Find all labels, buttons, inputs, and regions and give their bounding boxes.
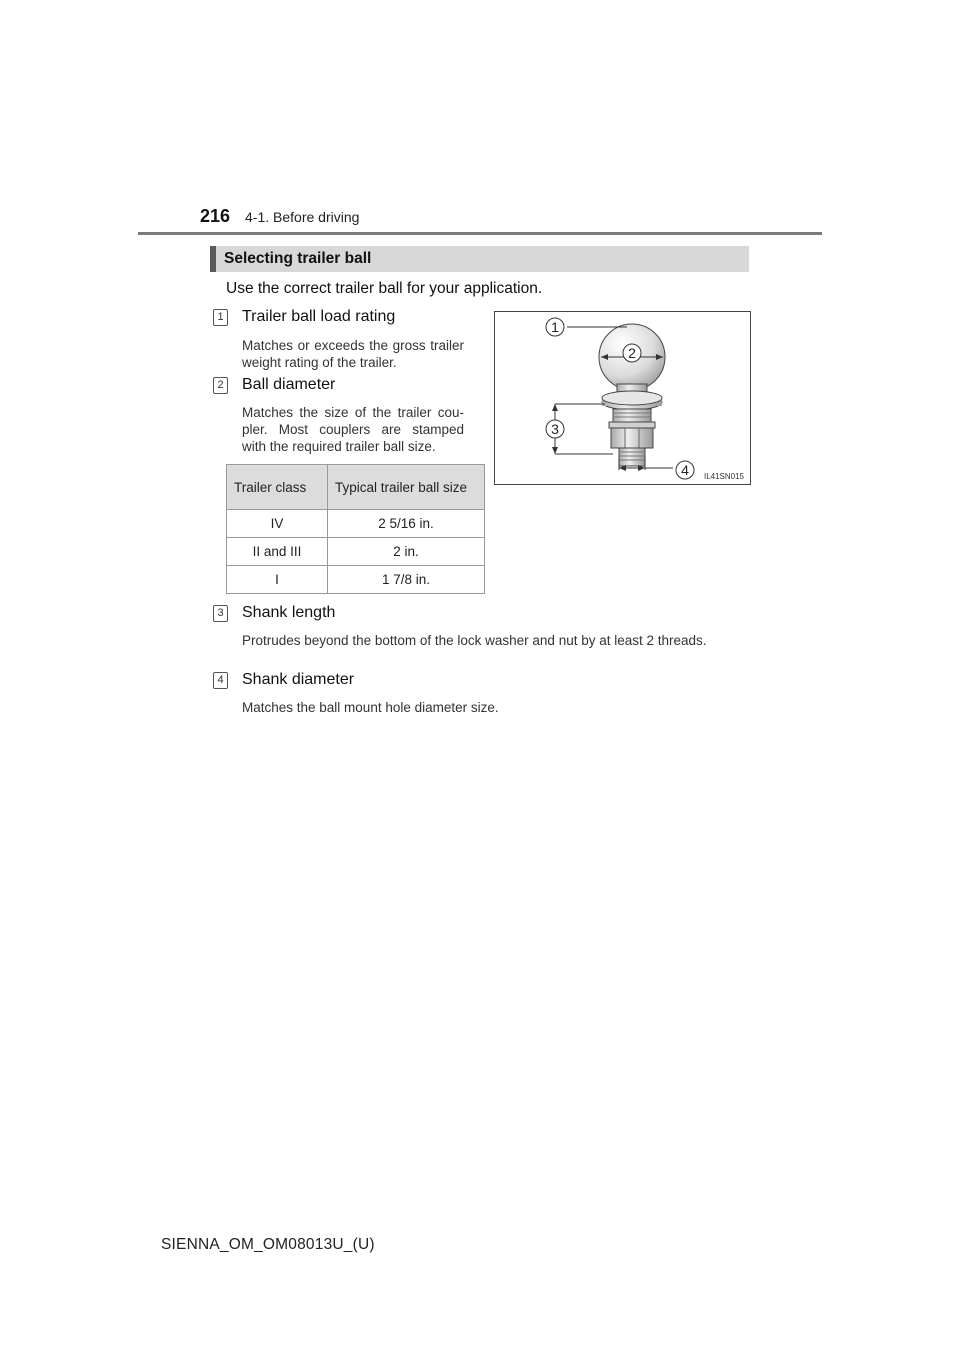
header-rule [138, 232, 822, 235]
item-desc-shank-length: Protrudes beyond the bottom of the lock washer and nut by at least 2 threads. [242, 633, 707, 648]
table-row [227, 538, 485, 566]
item-desc-ball-diameter [242, 404, 464, 455]
section-intro: Use the correct trailer ball for your application. [226, 280, 543, 297]
item-title-ball-diameter: Ball diameter [242, 376, 336, 393]
table-header-row [227, 465, 485, 510]
desc-line: pler. Most couplers are stamped [242, 422, 464, 437]
item-title-load-rating: Trailer ball load rating [242, 308, 396, 325]
item-desc-load-rating: Matches or exceeds the gross trailer weight rating of the trailer. [242, 338, 464, 370]
table-header: Typical trailer ball size [328, 465, 485, 510]
table-cell: 1 7/8 in. [328, 566, 485, 594]
table-cell: II and III [227, 538, 328, 566]
table-cell: 2 5/16 in. [328, 510, 485, 538]
callout-3-label: 3 [551, 421, 559, 437]
item-number-1: 1 [213, 309, 228, 326]
item-number-2: 2 [213, 377, 228, 394]
table-cell: I [227, 566, 328, 594]
figure-code: IL41SN015 [703, 472, 744, 481]
chapter-title: 4-1. Before driving [245, 209, 360, 225]
table-row [227, 566, 485, 594]
table-cell: 2 in. [328, 538, 485, 566]
item-title-shank-diameter: Shank diameter [242, 671, 355, 688]
page-number: 216 [200, 206, 231, 226]
trailer-ball-figure [494, 311, 751, 485]
table-header: Trailer class [227, 465, 328, 510]
table-row [227, 510, 485, 538]
section-title: Selecting trailer ball [224, 250, 372, 267]
item-number-4: 4 [213, 672, 228, 689]
trailer-ball-illustration [495, 312, 750, 484]
desc-line: with the required trailer ball size. [242, 439, 436, 454]
trailer-class-table [226, 464, 485, 594]
item-desc-shank-diameter: Matches the ball mount hole diameter size. [242, 700, 499, 715]
footer-doc-id: SIENNA_OM_OM08013U_(U) [161, 1236, 375, 1253]
callout-4-label: 4 [681, 462, 689, 478]
callout-1-label: 1 [551, 319, 559, 335]
section-heading-bar [210, 246, 216, 272]
callout-2-label: 2 [628, 345, 636, 361]
item-number-3: 3 [213, 605, 228, 622]
table-cell: IV [227, 510, 328, 538]
item-title-shank-length: Shank length [242, 604, 336, 621]
section-heading [210, 246, 749, 272]
desc-line: Matches the size of the trailer cou- [242, 405, 464, 420]
